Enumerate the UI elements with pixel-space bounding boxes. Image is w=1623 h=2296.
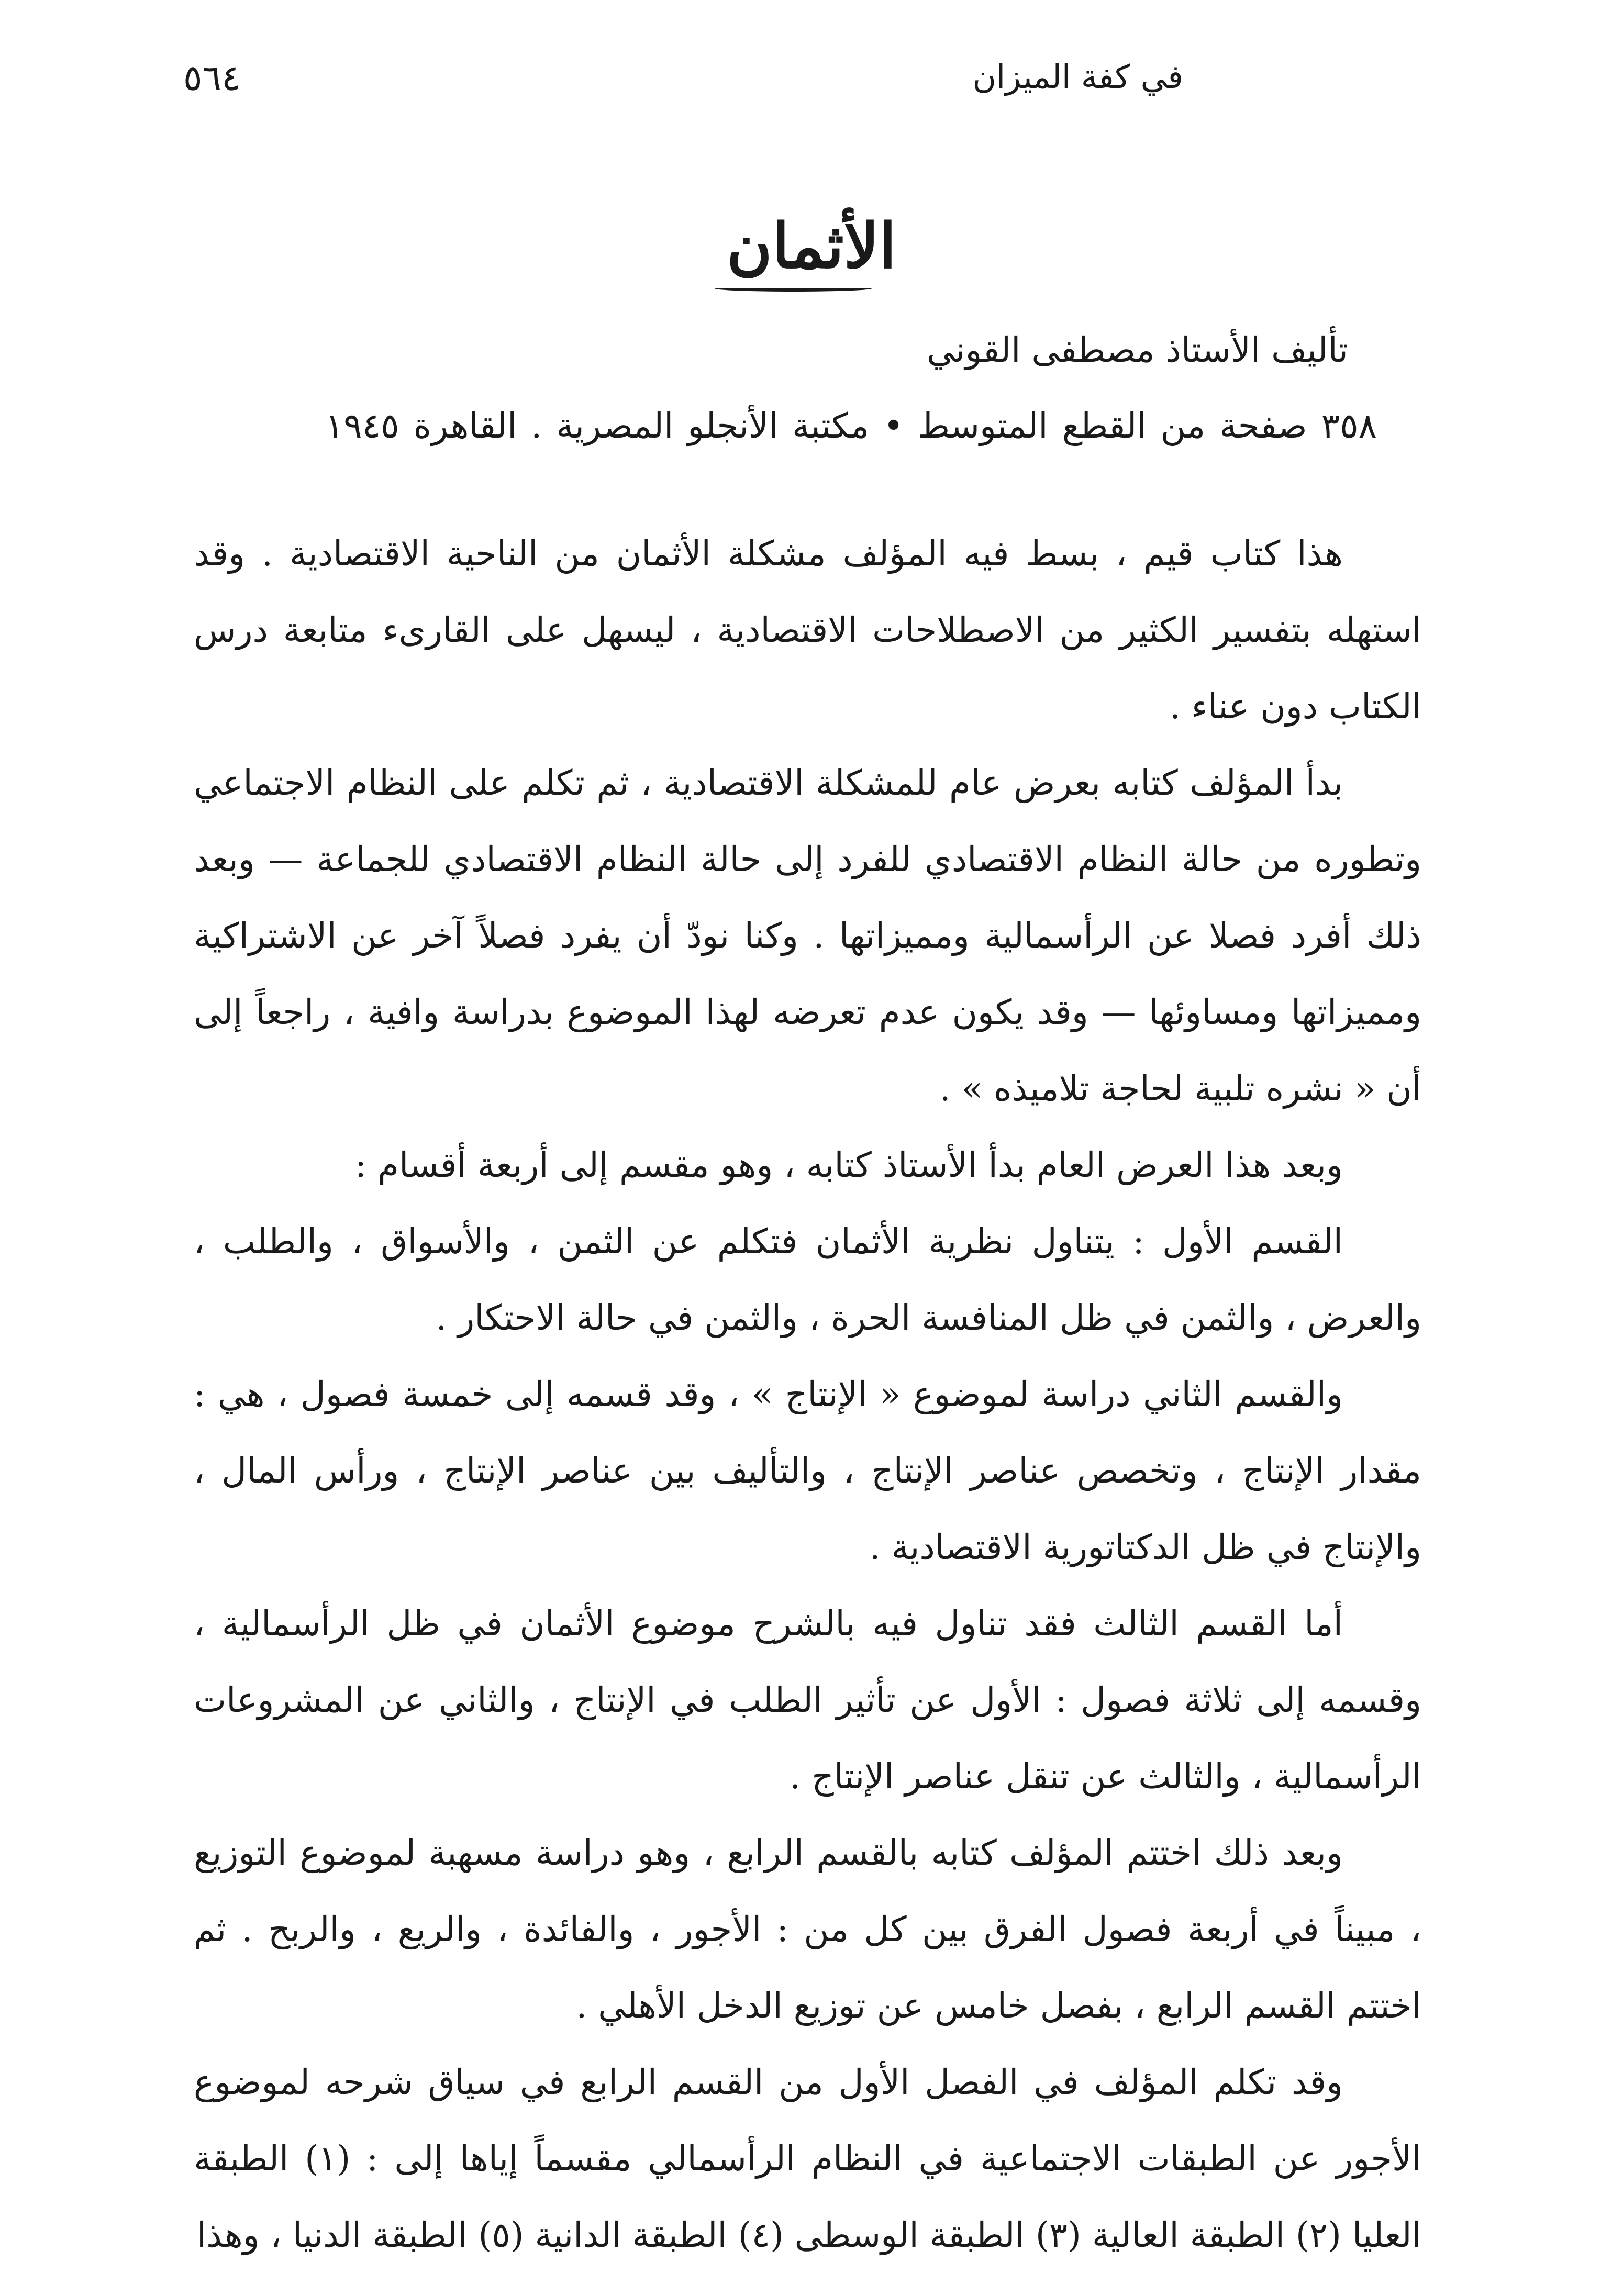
publication-info: ٣٥٨ صفحة من القطع المتوسط • مكتبة الأنجلو المصرية . القاهرة ١٩٤٥: [325, 406, 1377, 446]
paragraph: هذا كتاب قيم ، بسط فيه المؤلف مشكلة الأثمان من الناحية الاقتصادية . وقد استهله بتفسير الكثير من الاصطلاحات الاقتصادية ، ليسهل على القارىء متابعة درس الكتاب دون عناء .: [194, 533, 1421, 727]
paragraph: وبعد ذلك اختتم المؤلف كتابه بالقسم الرابع ، وهو دراسة مسهبة لموضوع التوزيع ، مبيناً في أربعة فصول الفرق بين كل من : الأجور ، والفائدة ، والريع ، والربح . ثم اختتم القسم الرابع ، بفصل خامس عن توزيع الدخل الأهلي .: [194, 1833, 1421, 2026]
paragraph: والقسم الثاني دراسة لموضوع « الإنتاج » ، وقد قسمه إلى خمسة فصول ، هي : مقدار الإنتاج ، وتخصص عناصر الإنتاج ، والتأليف بين عناصر الإنتاج ، ورأس المال ، والإنتاج في ظل الدكتاتورية الاقتصادية .: [194, 1374, 1421, 1567]
title-underline: [715, 285, 872, 292]
review-title: الأثمان: [727, 209, 896, 282]
running-title: في كفة الميزان: [972, 58, 1183, 96]
paragraph: بدأ المؤلف كتابه بعرض عام للمشكلة الاقتصادية ، ثم تكلم على النظام الاجتماعي وتطوره من حالة النظام الاقتصادي للفرد إلى حالة النظام الاقتصادي للجماعة — وبعد ذلك أفرد فصلا عن الرأسمالية ومميزاتها . وكنا نودّ أن يفرد فصلاً آخر عن الاشتراكية ومميزاتها ومساوئها — وقد يكون عدم تعرضه لهذا الموضوع بدراسة وافية ، راجعاً إلى أن « نشره تلبية لحاجة تلاميذه » .: [194, 763, 1421, 1109]
page-number: ٥٦٤: [183, 58, 241, 99]
paragraph: وبعد هذا العرض العام بدأ الأستاذ كتابه ، وهو مقسم إلى أربعة أقسام :: [354, 1145, 1343, 1185]
paragraph: أما القسم الثالث فقد تناول فيه بالشرح موضوع الأثمان في ظل الرأسمالية ، وقسمه إلى ثلاثة فصول : الأول عن تأثير الطلب في الإنتاج ، والثاني عن المشروعات الرأسمالية ، والثالث عن تنقل عناصر الإنتاج .: [194, 1603, 1421, 1797]
running-header: [183, 58, 1403, 120]
author-byline: تأليف الأستاذ مصطفى القوني: [927, 330, 1348, 370]
review-body: [194, 516, 1421, 2273]
paragraph: القسم الأول : يتناول نظرية الأثمان فتكلم عن الثمن ، والأسواق ، والطلب ، والعرض ، والثمن في ظل المنافسة الحرة ، والثمن في حالة الاحتكار .: [194, 1221, 1421, 1338]
paragraph: وقد تكلم المؤلف في الفصل الأول من القسم الرابع في سياق شرحه لموضوع الأجور عن الطبقات الاجتماعية في النظام الرأسمالي مقسماً إياها إلى : (١) الطبقة العليا (٢) الطبقة العالية (٣) الطبقة الوسطى (٤) الطبقة الدانية (٥) الطبقة الدنيا ، وهذا: [194, 2062, 1421, 2255]
